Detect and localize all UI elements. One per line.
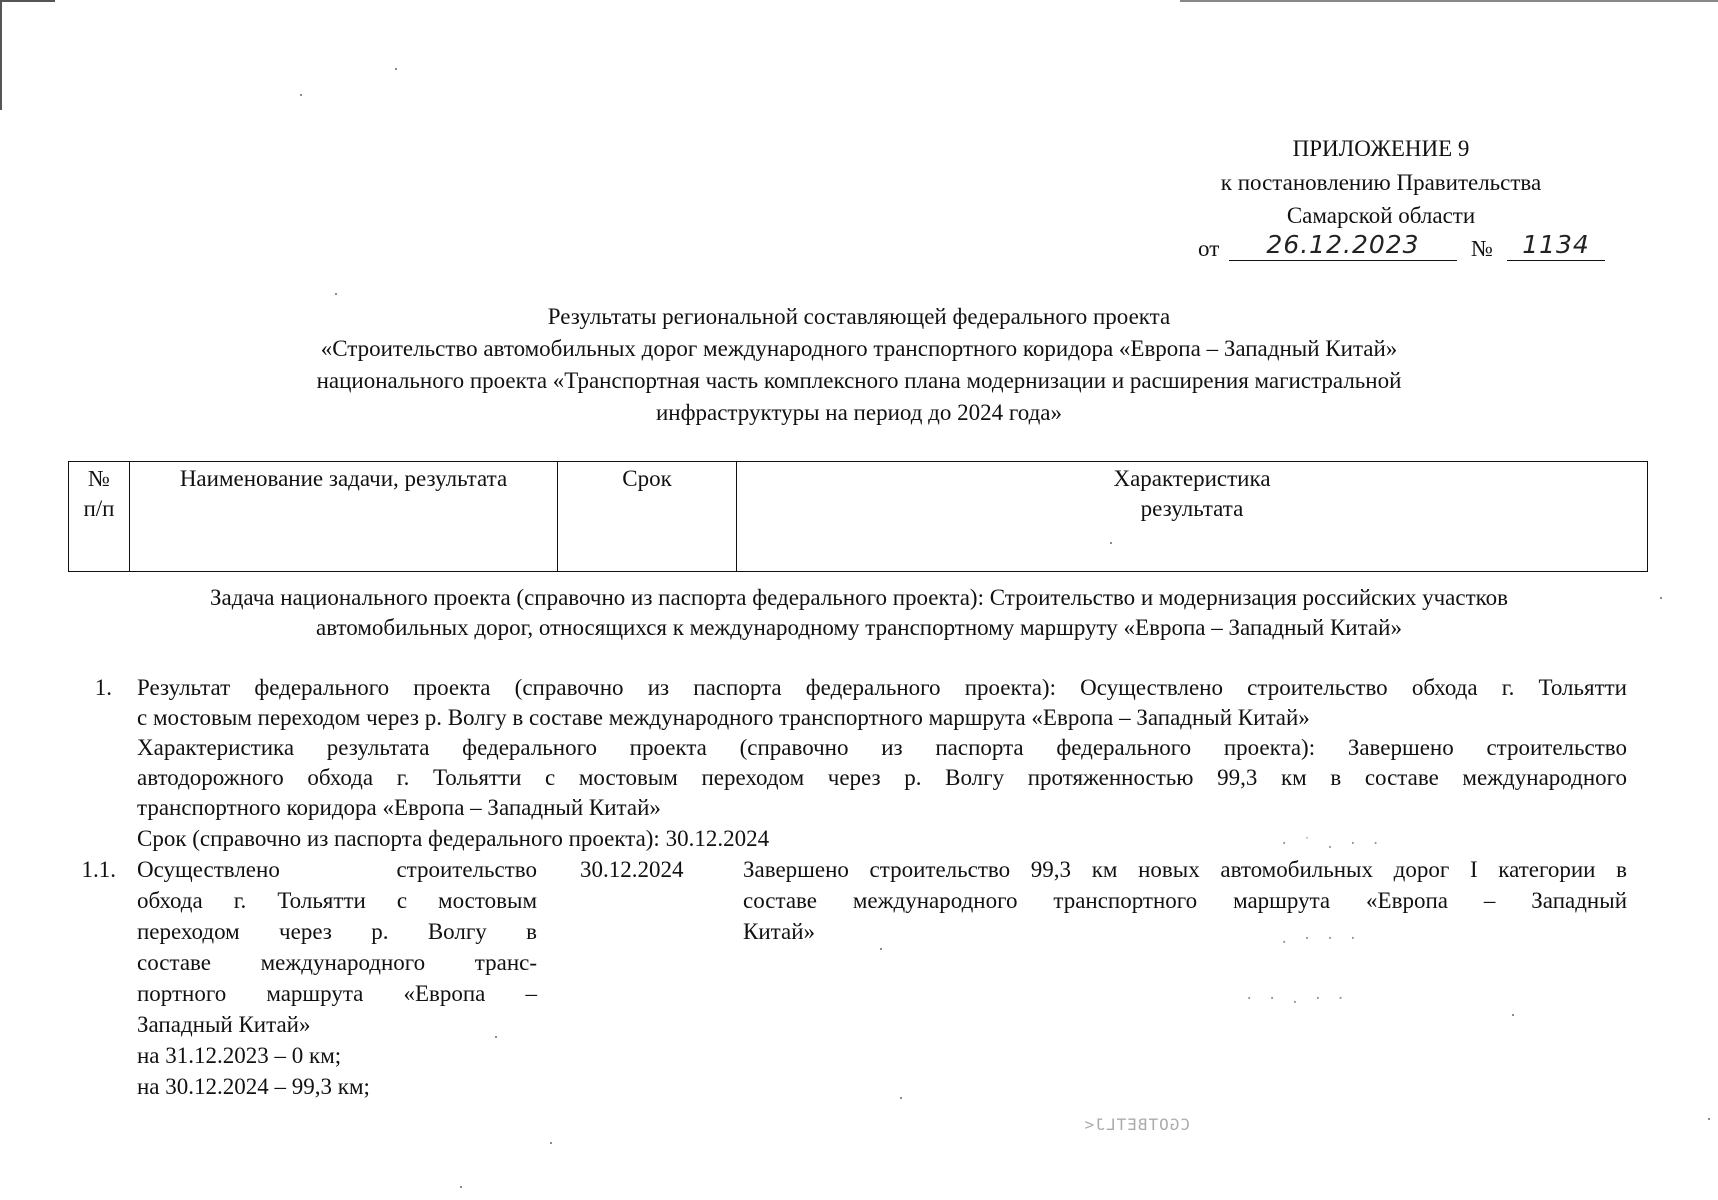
row-characteristic-line: Китай» — [743, 919, 815, 944]
scan-speck — [1708, 1118, 1710, 1120]
row-name-line: на 31.12.2023 – 0 км; — [137, 1043, 342, 1068]
faded-stamp-mark: · · . · · — [1245, 991, 1348, 1007]
result-characteristic-line-2: автодорожного обхода г. Тольятти с мостовым переходом через р. Волгу протяженностью 99,3 км в составе международного — [137, 765, 1627, 790]
scan-speck — [900, 1097, 902, 1099]
scan-speck — [460, 1186, 462, 1188]
result-line-1: Результат федерального проекта (справочно из паспорта федерального проекта): Осуществлено строительство обхода г. Тольятти — [137, 675, 1627, 700]
scan-speck — [880, 948, 882, 950]
header-cell-term: Срок — [558, 462, 737, 572]
header-number-line-2: п/п — [83, 496, 115, 521]
row-characteristic-line: Завершено строительство 99,3 км новых автомобильных дорог I категории в — [743, 857, 1627, 882]
result-number: 1. — [94, 675, 112, 700]
result-characteristic-line-3: транспортного коридора «Европа – Западный Китай» — [137, 795, 661, 820]
scan-border-left — [0, 0, 2, 110]
row-term: 30.12.2024 — [580, 857, 684, 882]
appendix-date-number — [1195, 230, 1615, 266]
document-title-line-2: «Строительство автомобильных дорог международного транспортного коридора «Европа – Западный Китай» — [320, 336, 1398, 361]
header-number-line-1: № — [88, 466, 110, 491]
result-characteristic-line-1: Характеристика результата федерального проекта (справочно из паспорта федерального проекта): Завершено строительство — [137, 735, 1627, 760]
appendix-region-line: Самарской области — [1286, 203, 1476, 228]
header-cell-number — [69, 462, 130, 572]
header-characteristic-line-1: Характеристика — [1113, 466, 1271, 491]
scan-border-top-right — [1180, 0, 1718, 2]
scan-speck — [550, 1142, 552, 1144]
scan-speck — [1512, 1014, 1514, 1016]
number-prefix: № — [1471, 236, 1493, 261]
row-number: 1.1. — [81, 857, 116, 882]
row-characteristic — [743, 855, 1627, 948]
faded-stamp: CGOTBETLJ< — [1083, 1115, 1190, 1134]
row-name — [137, 855, 537, 1103]
document-title-line-1: Результаты региональной составляющей федерального проекта — [547, 304, 1171, 329]
scan-speck — [335, 293, 337, 295]
row-name-line: на 30.12.2024 – 99,3 км; — [137, 1074, 370, 1099]
row-name-line: обхода г. Тольятти с мостовым — [137, 888, 537, 913]
appendix-title: ПРИЛОЖЕНИЕ 9 — [1292, 136, 1470, 161]
national-task-line-1: Задача национального проекта (справочно из паспорта федерального проекта): Строительство и модернизация российских участков — [209, 585, 1509, 610]
faded-stamp-mark: . · · · — [1280, 931, 1361, 947]
header-characteristic-line-2: результата — [1140, 496, 1244, 521]
date-prefix: от — [1198, 236, 1220, 261]
result-line-2: с мостовым переходом через р. Волгу в составе международного транспортного маршрута «Европа – Западный Китай» — [137, 705, 1310, 730]
row-name-line: составе международного транс- — [137, 950, 537, 975]
row-name-line: Западный Китай» — [137, 1012, 311, 1037]
faded-stamp-mark: · ˙ . · · — [1280, 836, 1383, 852]
header-cell-characteristic — [737, 462, 1648, 572]
row-characteristic-line: составе международного транспортного маршрута «Европа – Западный — [743, 888, 1627, 913]
handwritten-number: 1134 — [1507, 230, 1605, 261]
scan-border-top — [0, 0, 55, 2]
scan-speck — [395, 68, 397, 70]
row-name-line: портного маршрута «Европа – — [137, 981, 537, 1006]
national-task-line-2: автомобильных дорог, относящихся к международному транспортному маршруту «Европа – Западный Китай» — [316, 615, 1402, 640]
row-name-line: переходом через р. Волгу в — [137, 919, 537, 944]
header-cell-name: Наименование задачи, результата — [130, 462, 558, 572]
document-title-line-4: инфраструктуры на период до 2024 года» — [656, 400, 1062, 425]
scan-speck — [1660, 597, 1662, 599]
row-name-line: Осуществлено строительство — [137, 857, 537, 882]
appendix-resolution-line: к постановлению Правительства — [1220, 170, 1542, 195]
results-table-header — [68, 461, 1648, 572]
handwritten-date: 26.12.2023 — [1229, 230, 1457, 261]
result-term-line: Срок (справочно из паспорта федерального проекта): 30.12.2024 — [137, 826, 770, 851]
document-title-line-3: национального проекта «Транспортная часть комплексного плана модернизации и расширения магистральной — [316, 368, 1402, 393]
scan-speck — [300, 94, 302, 96]
